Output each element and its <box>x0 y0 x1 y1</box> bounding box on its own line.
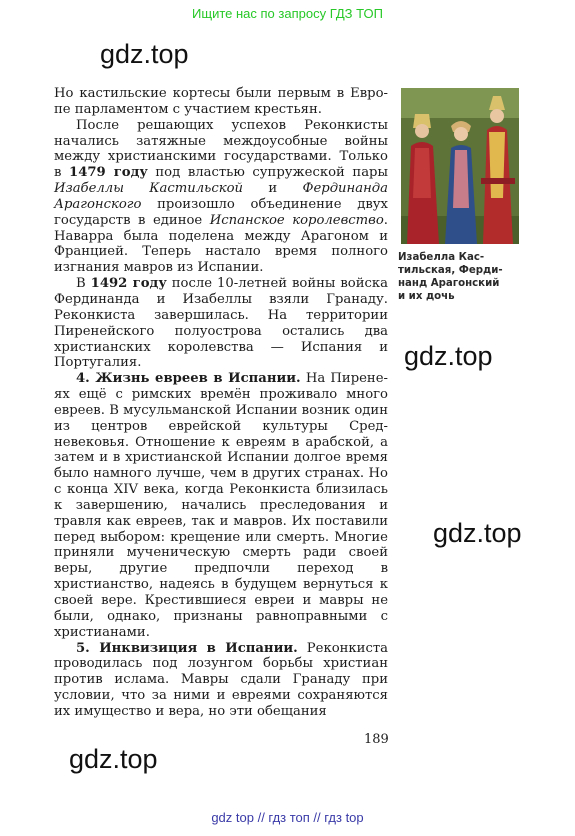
bold-text: 1479 году <box>69 165 148 181</box>
paragraph <box>54 118 388 276</box>
footer-links[interactable]: gdz top // гдз топ // гдз top <box>211 810 364 825</box>
watermark: gdz.top <box>433 518 522 548</box>
paragraph <box>54 641 388 720</box>
text-run: Реконкиста проводилась под лозунгом борьбы христиан против ислама. Мавры сдали Гранаду при условии, что за ними и евреями сохраняются их имущество и вера, но эти обещания <box>54 640 388 719</box>
caption-line: и их дочь <box>398 291 455 302</box>
text-run: После решающих успехов Реконкисты начались затяжные междоусобные войны между христианскими государствами. Только в <box>54 117 388 181</box>
top-banner[interactable]: Ищите нас по запросу ГДЗ ТОП <box>192 6 383 21</box>
illustration-isabella-ferdinand-daughter <box>401 88 519 244</box>
caption-line: нанд Арагонский <box>398 278 500 289</box>
bold-text: 5. Инквизиция в Испании. <box>76 640 298 656</box>
bold-text: 1492 году <box>90 276 167 292</box>
text-run: . Наварра была поделена между Арагоном и Францией. Теперь настало время полного изгнания мавров из Испании. <box>54 212 388 276</box>
text-run: и <box>243 181 303 197</box>
caption-line: Изабелла Кас- <box>398 252 485 263</box>
text-run: под властью супружеской пары <box>147 165 388 181</box>
bold-text: 4. Жизнь евреев в Испании. <box>76 371 301 387</box>
italic-text: Фердинанда Арагонского <box>54 181 388 212</box>
paragraph <box>54 371 388 640</box>
paragraph <box>54 86 388 118</box>
text-run: Но кастильские кортесы были первым в Европе парламентом с участием крестьян. <box>54 86 388 117</box>
main-text-column <box>54 86 388 720</box>
text-run: В <box>76 276 91 292</box>
text-run: произошло объединение двух государств в единое <box>54 196 388 228</box>
watermark: gdz.top <box>100 39 189 69</box>
paragraph <box>54 276 388 371</box>
page-number: 189 <box>364 732 389 747</box>
italic-text: Изабеллы Кастильской <box>54 181 244 197</box>
italic-text: Испанское королевство <box>209 212 384 228</box>
caption-line: тильская, Ферди- <box>398 265 503 276</box>
figure-caption <box>398 251 528 303</box>
watermark: gdz.top <box>69 744 158 774</box>
watermark: gdz.top <box>404 341 493 371</box>
text-run: после 10-летней войны войска Фердинанда и Изабеллы взяли Гранаду. Реконкиста завершилась. На территории Пиренейского полуострова остались два христианских королевства — Испания и Португалия. <box>54 276 389 371</box>
text-run: На Пиренеях ещё с римских времён проживало много евреев. В мусульманской Испании возник один из центров еврейской культуры Средневековья. Отношение к евреям в арабской, а затем и в христианской Испании долгое время было намного лучше, чем в других странах. Но с конца XIV века, когда Реконкиста близилась к завершению, начались преследования и травля как евреев, так и мавров. Их поставили перед выбором: крещение или смерть. Многие приняли мученическую смерть ради своей веры, другие предпочли переход в христианство, надеясь в будущем вернуться к своей вере. Крестившиеся евреи и мавры не были, однако, признаны равноправными с христианами. <box>54 371 388 640</box>
